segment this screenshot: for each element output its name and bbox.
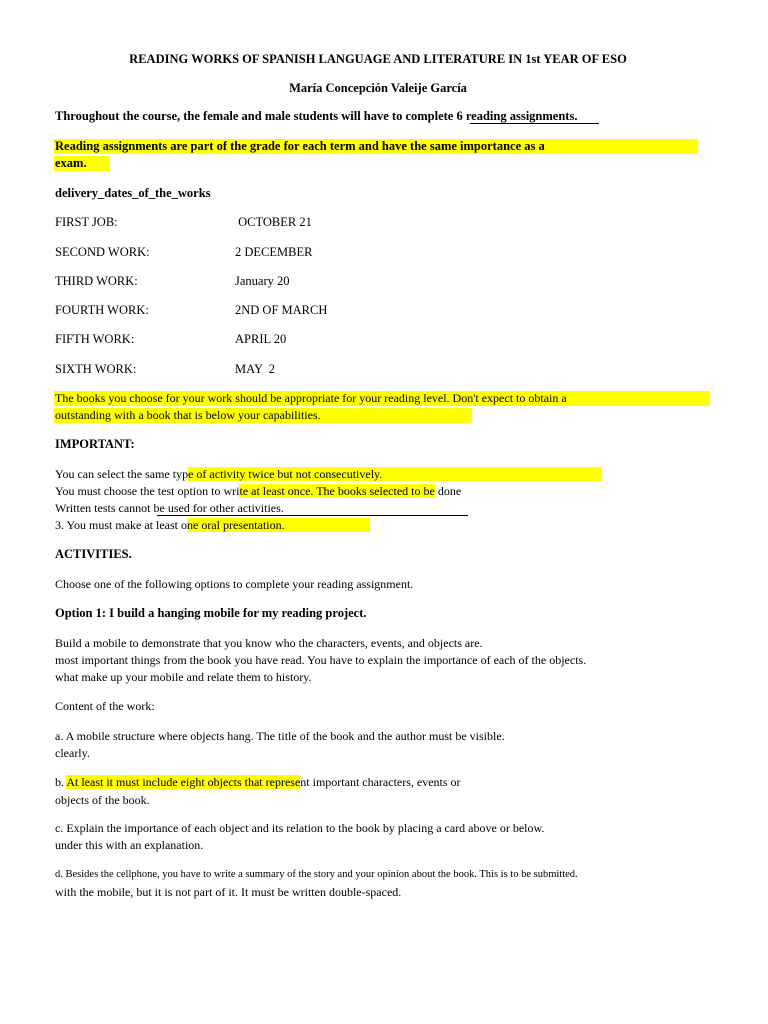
item-a-line: clearly. bbox=[55, 746, 90, 760]
important-line-3: Written tests cannot be used for other activities. bbox=[55, 501, 284, 515]
option-1-desc-line: most important things from the book you have read. You have to explain the importance of each of the objects. bbox=[55, 653, 587, 667]
important-line-4-highlight: ne oral presentation. bbox=[187, 518, 370, 532]
delivery-label: FIRST JOB: bbox=[55, 215, 118, 229]
item-b-line-1 bbox=[55, 775, 461, 790]
important-line-1-start: You can select the same typ bbox=[55, 467, 189, 481]
important-heading: IMPORTANT: bbox=[55, 437, 135, 451]
grade-note-line-2: exam. bbox=[55, 156, 87, 170]
delivery-date: 2 DECEMBER bbox=[235, 245, 313, 259]
important-line-1 bbox=[55, 467, 602, 482]
delivery-label: THIRD WORK: bbox=[55, 274, 138, 288]
important-line-2-highlight: te at least once. The books selected to be bbox=[239, 484, 435, 498]
delivery-date: OCTOBER 21 bbox=[235, 215, 312, 229]
item-c-line: c. Explain the importance of each object and its relation to the book by placing a card above or below. bbox=[55, 821, 545, 835]
delivery-date: MAY 2 bbox=[235, 362, 276, 376]
delivery-date: APRIL 20 bbox=[235, 332, 287, 346]
option-1-desc-line: what make up your mobile and relate them to history. bbox=[55, 670, 312, 684]
item-b-rest: nt important characters, events or bbox=[300, 775, 461, 789]
delivery-date: 2ND OF MARCH bbox=[235, 303, 328, 317]
delivery-label: FOURTH WORK: bbox=[55, 303, 149, 317]
important-line-4-start: 3. You must make at least o bbox=[55, 518, 187, 532]
option-1-desc-line: Build a mobile to demonstrate that you know who the characters, events, and objects are. bbox=[55, 636, 483, 650]
delivery-heading: delivery_dates_of_the_works bbox=[55, 186, 211, 200]
delivery-label: SIXTH WORK: bbox=[55, 362, 137, 376]
intro-text: Throughout the course, the female and male students will have to complete 6 reading assignments. bbox=[55, 109, 578, 123]
activities-intro: Choose one of the following options to complete your reading assignment. bbox=[55, 577, 414, 591]
item-b-highlight: At least it must include eight objects that represe bbox=[66, 775, 301, 789]
option-1-heading: Option 1: I build a hanging mobile for my reading project. bbox=[55, 606, 367, 620]
item-c-line: under this with an explanation. bbox=[55, 838, 204, 852]
item-a-line: a. A mobile structure where objects hang. The title of the book and the author must be visible. bbox=[55, 729, 505, 743]
grade-note-line-1: Reading assignments are part of the grade for each term and have the same importance as a bbox=[55, 139, 545, 153]
item-b-prefix: b. bbox=[55, 775, 67, 789]
books-note-line-2: outstanding with a book that is below your capabilities. bbox=[55, 408, 321, 422]
activities-heading: ACTIVITIES. bbox=[55, 547, 132, 561]
content-heading: Content of the work: bbox=[55, 699, 155, 713]
books-note-line-1: The books you choose for your work should be appropriate for your reading level. Don't expect to obtain a bbox=[55, 391, 567, 405]
delivery-date: January 20 bbox=[235, 274, 290, 288]
important-line-4 bbox=[55, 518, 370, 533]
intro-underline bbox=[470, 123, 599, 124]
item-b-line-2: objects of the book. bbox=[55, 793, 150, 807]
item-d-line: with the mobile, but it is not part of it. It must be written double-spaced. bbox=[55, 885, 402, 899]
document-title: READING WORKS OF SPANISH LANGUAGE AND LITERATURE IN 1st YEAR OF ESO bbox=[129, 52, 627, 66]
important-line-3-underline bbox=[157, 515, 468, 516]
delivery-label: FIFTH WORK: bbox=[55, 332, 135, 346]
important-line-1-highlight: e of activity twice but not consecutively. bbox=[188, 467, 602, 481]
delivery-label: SECOND WORK: bbox=[55, 245, 150, 259]
important-line-2-end: done bbox=[434, 484, 462, 498]
document-author: María Concepción Valeije García bbox=[289, 81, 467, 95]
important-line-2-start: You must choose the test option to wri bbox=[55, 484, 240, 498]
item-d-line: d. Besides the cellphone, you have to write a summary of the story and your opinion about the book. This is to be submitted. bbox=[55, 869, 578, 880]
important-line-2 bbox=[55, 484, 461, 499]
